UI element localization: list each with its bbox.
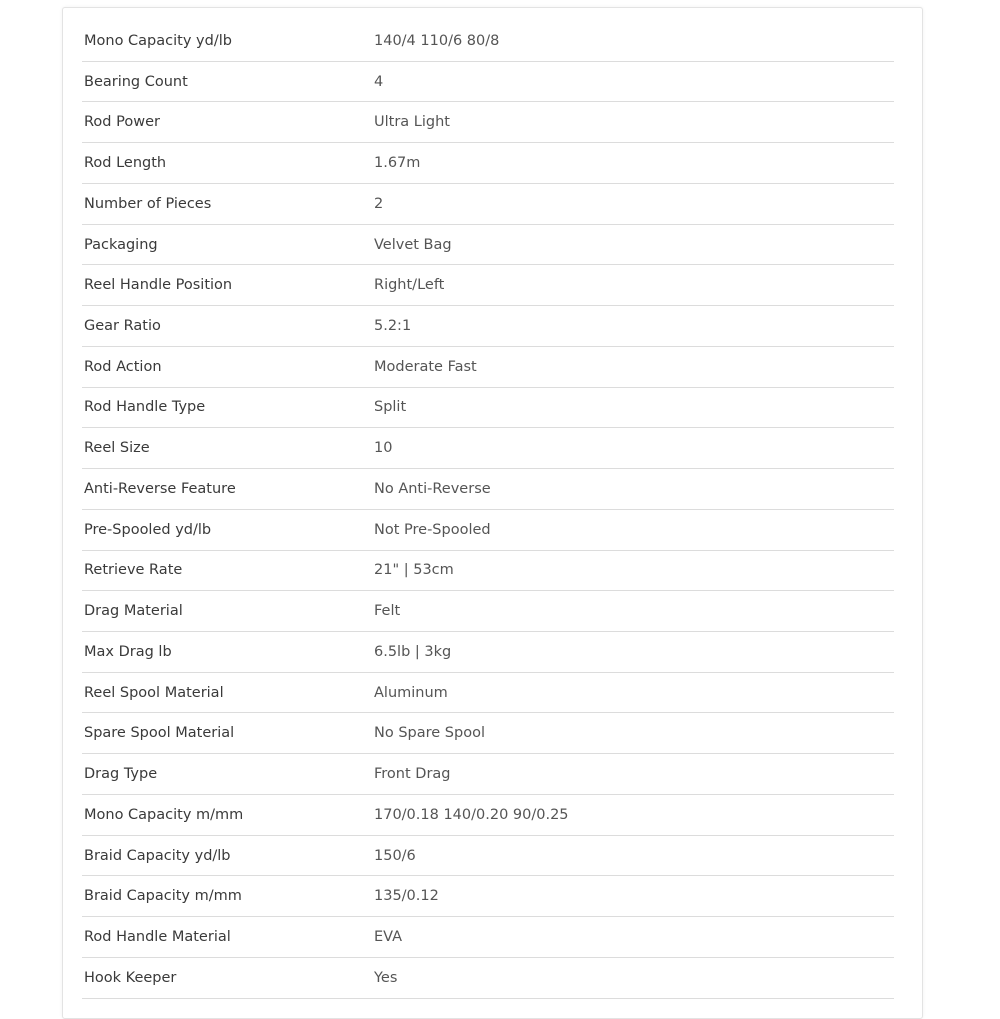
- spec-label: Braid Capacity yd/lb: [84, 847, 231, 864]
- spec-row: [82, 62, 894, 103]
- spec-label: Drag Type: [84, 766, 158, 783]
- spec-label: Anti-Reverse Feature: [84, 480, 236, 497]
- spec-value: 150/6: [374, 847, 416, 864]
- spec-value: Not Pre-Spooled: [374, 521, 491, 538]
- spec-row: [82, 306, 894, 347]
- spec-label: Rod Action: [84, 358, 162, 375]
- spec-label: Drag Material: [84, 603, 183, 620]
- spec-row: [82, 591, 894, 632]
- spec-value: EVA: [374, 929, 403, 946]
- spec-row: [82, 795, 894, 836]
- spec-value: 2: [374, 195, 384, 212]
- spec-row: [82, 225, 894, 266]
- spec-value: Yes: [374, 969, 398, 986]
- spec-row: [82, 754, 894, 795]
- spec-label: Mono Capacity m/mm: [84, 806, 244, 823]
- spec-row: [82, 184, 894, 225]
- spec-value: Split: [374, 399, 407, 416]
- spec-value: Right/Left: [374, 277, 445, 294]
- spec-row: [82, 347, 894, 388]
- spec-label: Rod Handle Material: [84, 929, 231, 946]
- spec-label: Retrieve Rate: [84, 562, 183, 579]
- spec-row: [82, 917, 894, 958]
- spec-label: Reel Spool Material: [84, 684, 224, 701]
- spec-row: [82, 673, 894, 714]
- spec-value: Front Drag: [374, 766, 451, 783]
- spec-row: [82, 713, 894, 754]
- spec-value: 170/0.18 140/0.20 90/0.25: [374, 806, 569, 823]
- spec-row: [82, 469, 894, 510]
- spec-label: Spare Spool Material: [84, 725, 235, 742]
- spec-value: 4: [374, 73, 384, 90]
- spec-label: Reel Handle Position: [84, 277, 233, 294]
- spec-value: No Spare Spool: [374, 725, 485, 742]
- spec-label: Rod Handle Type: [84, 399, 206, 416]
- spec-label: Gear Ratio: [84, 318, 161, 334]
- spec-label: Packaging: [84, 236, 158, 253]
- spec-label: Rod Power: [84, 114, 160, 131]
- spec-row: [82, 510, 894, 551]
- spec-row: [82, 388, 894, 429]
- spec-row: [82, 836, 894, 877]
- spec-value: 21" | 53cm: [374, 562, 454, 579]
- spec-value: Felt: [374, 603, 401, 620]
- spec-value: 1.67m: [374, 155, 421, 172]
- spec-row: [82, 102, 894, 143]
- spec-row: [82, 958, 894, 999]
- spec-label: Pre-Spooled yd/lb: [84, 521, 212, 538]
- spec-value: Ultra Light: [374, 114, 450, 131]
- specifications-table: [82, 21, 894, 999]
- spec-row: [82, 876, 894, 917]
- spec-row: [82, 21, 894, 62]
- spec-value: 5.2:1: [374, 318, 412, 334]
- spec-value: Moderate Fast: [374, 358, 477, 375]
- spec-label: Hook Keeper: [84, 969, 177, 986]
- spec-label: Reel Size: [84, 440, 150, 457]
- spec-row: [82, 143, 894, 184]
- spec-row: [82, 632, 894, 673]
- spec-row: [82, 265, 894, 306]
- spec-row: [82, 551, 894, 592]
- spec-value: 10: [374, 440, 393, 457]
- spec-label: Mono Capacity yd/lb: [84, 32, 232, 49]
- spec-row: [82, 428, 894, 469]
- spec-value: 140/4 110/6 80/8: [374, 32, 500, 49]
- spec-label: Max Drag lb: [84, 643, 172, 660]
- spec-value: No Anti-Reverse: [374, 480, 491, 497]
- spec-label: Bearing Count: [84, 73, 188, 90]
- spec-value: 6.5lb | 3kg: [374, 643, 452, 660]
- spec-value: 135/0.12: [374, 888, 439, 905]
- spec-label: Number of Pieces: [84, 195, 212, 212]
- spec-label: Rod Length: [84, 155, 167, 172]
- spec-label: Braid Capacity m/mm: [84, 888, 242, 905]
- spec-value: Velvet Bag: [374, 236, 452, 253]
- spec-value: Aluminum: [374, 684, 448, 701]
